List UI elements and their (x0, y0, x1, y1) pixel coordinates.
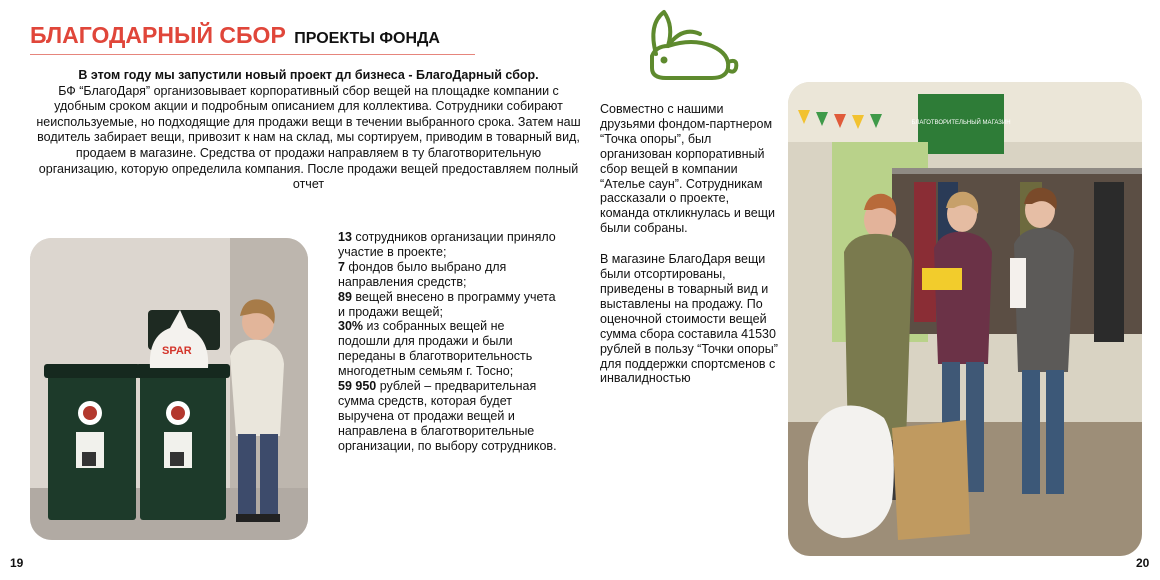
title-main: БЛАГОДАРНЫЙ СБОР (30, 22, 286, 48)
photo-collection-bins (30, 238, 308, 540)
intro-lead: В этом году мы запустили новый проект дл бизнеса - БлагоДарный сбор. (78, 68, 539, 82)
stat-item: 59 950 рублей – предварительная сумма средств, которая будет выручена от продажи вещей и направлена в благотворительные организации, по выбору сотрудников. (338, 379, 557, 453)
bag-label: SPAR (162, 345, 192, 357)
shop-sign: БЛАГОТВОРИТЕЛЬНЫЙ МАГАЗИН (911, 120, 1011, 126)
stat-item: 30% из собранных вещей не подошли для продажи и были переданы в благотворительность многодетным семьям г. Тосно; (338, 319, 533, 379)
stat-item: 13 сотрудников организации приняло участие в проекте; (338, 230, 556, 259)
intro-paragraph (36, 68, 581, 193)
partner-paragraph-2: В магазине БлагоДаря вещи были отсортированы, приведены в товарный вид и выставлены на продажу. По оценочной стоимости вещей сумма сбора составила 41530 рублей в пользу “Точки опоры” для поддержки спортсменов с инвалидностью (600, 252, 778, 386)
stat-item: 7 фондов было выбрано для направления средств; (338, 259, 507, 289)
photo-charity-shop (788, 82, 1142, 556)
stats-list (338, 230, 558, 454)
title-sub: ПРОЕКТЫ ФОНДА (294, 30, 440, 47)
intro-body: БФ “БлагоДаря” организовывает корпоративный сбор вещей на площадке компании с удобным сроком акции и подробным описанием для коллектива. Сотрудники собирают неиспользуемые, но подходящие для продажи вещи в течении выбранного срока. Затем наш водитель забирает вещи, привозит к нам на склад, мы сортируем, приводим в товарный вид, продаем в магазине. Средства от продажи направляем в ту благотворительную организацию, которую определила компания. После продажи вещей предоставляем полный отчет (36, 83, 581, 192)
page-title (30, 22, 440, 49)
page-number-left: 19 (10, 556, 24, 570)
partner-text (600, 102, 778, 386)
title-underline (30, 54, 475, 55)
stat-item: 89 вещей внесено в программу учета и продажи вещей; (338, 289, 556, 319)
page-number-right: 20 (1136, 556, 1150, 570)
partner-paragraph-1: Совместно с нашими друзьями фондом-партнером “Точка опоры”, был организован корпоративный сбор вещей в компании “Ателье саун”. Сотрудникам рассказали о проекте, команда откликнулась и вещи были собраны. (600, 102, 776, 236)
rabbit-icon (622, 6, 744, 91)
